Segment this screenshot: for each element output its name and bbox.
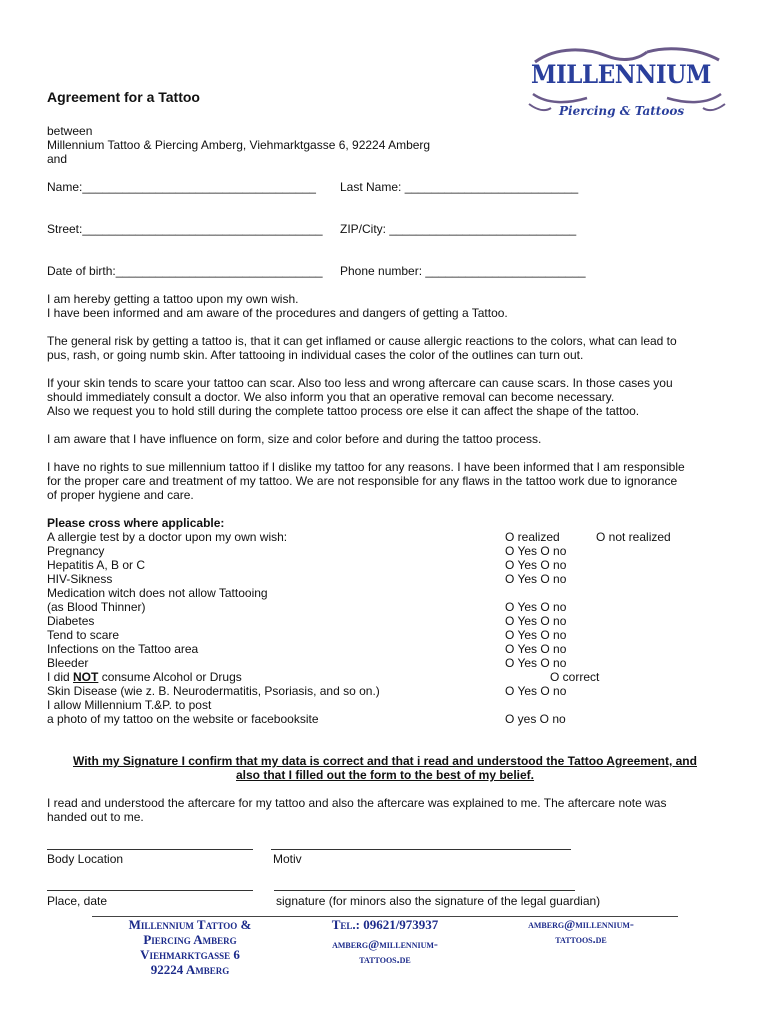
text-line: If your skin tends to scare your tattoo can scar. Also too less and wrong aftercare can cause scars. In those cases you [47, 376, 673, 390]
option-realized[interactable]: O realized [505, 530, 560, 544]
footer-email[interactable] [496, 917, 666, 947]
paragraph-scars [47, 376, 725, 418]
alcohol-text-not: NOT [73, 670, 99, 684]
name-field[interactable]: Name:___________________________________ [47, 180, 316, 194]
question-infections: Infections on the Tattoo area [47, 642, 199, 656]
footer-email-mid[interactable] [300, 937, 470, 967]
question-photo: I allow Millennium T.&P. to post [47, 698, 212, 712]
text-line: tattoos.de [555, 932, 607, 946]
option-not-realized[interactable]: O not realized [596, 530, 671, 544]
question-pregnancy: Pregnancy [47, 544, 105, 558]
place-date-label: Place, date [47, 894, 108, 908]
zip-city-field[interactable]: ZIP/City: ____________________________ [340, 222, 577, 236]
options-skin[interactable]: O Yes O no [505, 684, 567, 698]
question-hiv: HIV-Sikness [47, 572, 113, 586]
question-diabetes: Diabetes [47, 614, 95, 628]
place-date-line[interactable] [47, 890, 253, 891]
footer-phone: Tel.: 09621/973937 [331, 917, 439, 932]
street-field[interactable]: Street:____________________________________ [47, 222, 323, 236]
paragraph-consent [47, 292, 725, 320]
question-medication-note: (as Blood Thinner) [47, 600, 146, 614]
signature-label: signature (for minors also the signature of the legal guardian) [276, 894, 601, 908]
logo [527, 42, 727, 128]
option-correct[interactable]: O correct [550, 670, 600, 684]
question-allergy: A allergie test by a doctor upon my own wish: [47, 530, 288, 544]
checklist-heading: Please cross where applicable: [47, 516, 225, 530]
text-line: Piercing Amberg [143, 932, 237, 947]
signature-line[interactable] [274, 890, 575, 891]
text-line: tattoos.de [359, 952, 411, 966]
parties-between: between [47, 124, 93, 138]
question-photo-note: a photo of my tattoo on the website or facebooksite [47, 712, 319, 726]
paragraph-risk [47, 334, 725, 362]
question-bleeder: Bleeder [47, 656, 89, 670]
question-hepatitis: Hepatitis A, B or C [47, 558, 146, 572]
text-line: I have been informed and am aware of the procedures and dangers of getting a Tattoo. [47, 306, 508, 320]
question-medication: Medication witch does not allow Tattooing [47, 586, 268, 600]
motiv-label: Motiv [273, 852, 302, 866]
paragraph-aftercare [47, 796, 725, 824]
options-scare[interactable]: O Yes O no [505, 628, 567, 642]
footer-address [100, 917, 280, 977]
text-line: Millennium Tattoo & [128, 917, 252, 932]
text-line: should immediately consult a doctor. We also inform you that an operative removal can become necessary. [47, 390, 615, 404]
paragraph-influence [47, 432, 725, 446]
body-location-label: Body Location [47, 852, 124, 866]
text-line: I am hereby getting a tattoo upon my own wish. [47, 292, 299, 306]
text-line: also that I filled out the form to the best of my belief. [235, 768, 535, 782]
options-hepatitis[interactable]: O Yes O no [505, 558, 567, 572]
text-line: amberg@millennium- [332, 937, 438, 951]
text-line: handed out to me. [47, 810, 144, 824]
options-pregnancy[interactable]: O Yes O no [505, 544, 567, 558]
logo-name: MILLENNIUM [531, 60, 711, 89]
paragraph-rights [47, 460, 725, 502]
text-line: I have no rights to sue millennium tattoo if I dislike my tattoo for any reasons. I have been informed that I am responsible [47, 460, 685, 474]
text-line: 92224 Amberg [150, 962, 230, 977]
text-line: With my Signature I confirm that my data is correct and that i read and understood the Tattoo Agreement, and [73, 754, 697, 768]
phone-field[interactable]: Phone number: ________________________ [340, 264, 586, 278]
text-line: pus, rash, or going numb skin. After tattooing in individual cases the color of the outlines can turn out. [47, 348, 584, 362]
parties-and: and [47, 152, 68, 166]
question-scare: Tend to scare [47, 628, 120, 642]
options-diabetes[interactable]: O Yes O no [505, 614, 567, 628]
options-hiv[interactable]: O Yes O no [505, 572, 567, 586]
text-line: amberg@millennium- [528, 917, 634, 931]
last-name-field[interactable]: Last Name: __________________________ [340, 180, 579, 194]
logo-tagline: Piercing & Tattoos [559, 104, 685, 118]
text-line: I am aware that I have influence on form, size and color before and during the tattoo process. [47, 432, 542, 446]
parties-studio: Millennium Tattoo & Piercing Amberg, Viehmarktgasse 6, 92224 Amberg [47, 138, 431, 152]
alcohol-text-post: consume Alcohol or Drugs [98, 670, 242, 684]
options-bleeder[interactable]: O Yes O no [505, 656, 567, 670]
options-infections[interactable]: O Yes O no [505, 642, 567, 656]
text-line: of proper hygiene and care. [47, 488, 194, 502]
document-title: Agreement for a Tattoo [47, 89, 200, 105]
confirmation-statement [40, 754, 730, 782]
date-of-birth-field[interactable]: Date of birth:_______________________________ [47, 264, 323, 278]
question-alcohol [47, 670, 242, 684]
text-line: Also we request you to hold still during the complete tattoo process ore else it can affect the shape of the tattoo. [47, 404, 640, 418]
question-skin: Skin Disease (wie z. B. Neurodermatitis, Psoriasis, and so on.) [47, 684, 380, 698]
footer-contact [300, 917, 470, 967]
motiv-line[interactable] [271, 849, 571, 850]
text-line: The general risk by getting a tattoo is, that it can get inflamed or cause allergic reactions to the colors, what can lead to [47, 334, 677, 348]
alcohol-text-pre: I did [47, 670, 74, 684]
options-photo[interactable]: O yes O no [505, 712, 566, 726]
options-medication[interactable]: O Yes O no [505, 600, 567, 614]
body-location-line[interactable] [47, 849, 253, 850]
text-line: I read and understood the aftercare for my tattoo and also the aftercare was explained to me. The aftercare note was [47, 796, 667, 810]
text-line: for the proper care and treatment of my tattoo. We are not responsible for any flaws in the tattoo work due to ignorance [47, 474, 678, 488]
text-line: Viehmarktgasse 6 [140, 947, 240, 962]
